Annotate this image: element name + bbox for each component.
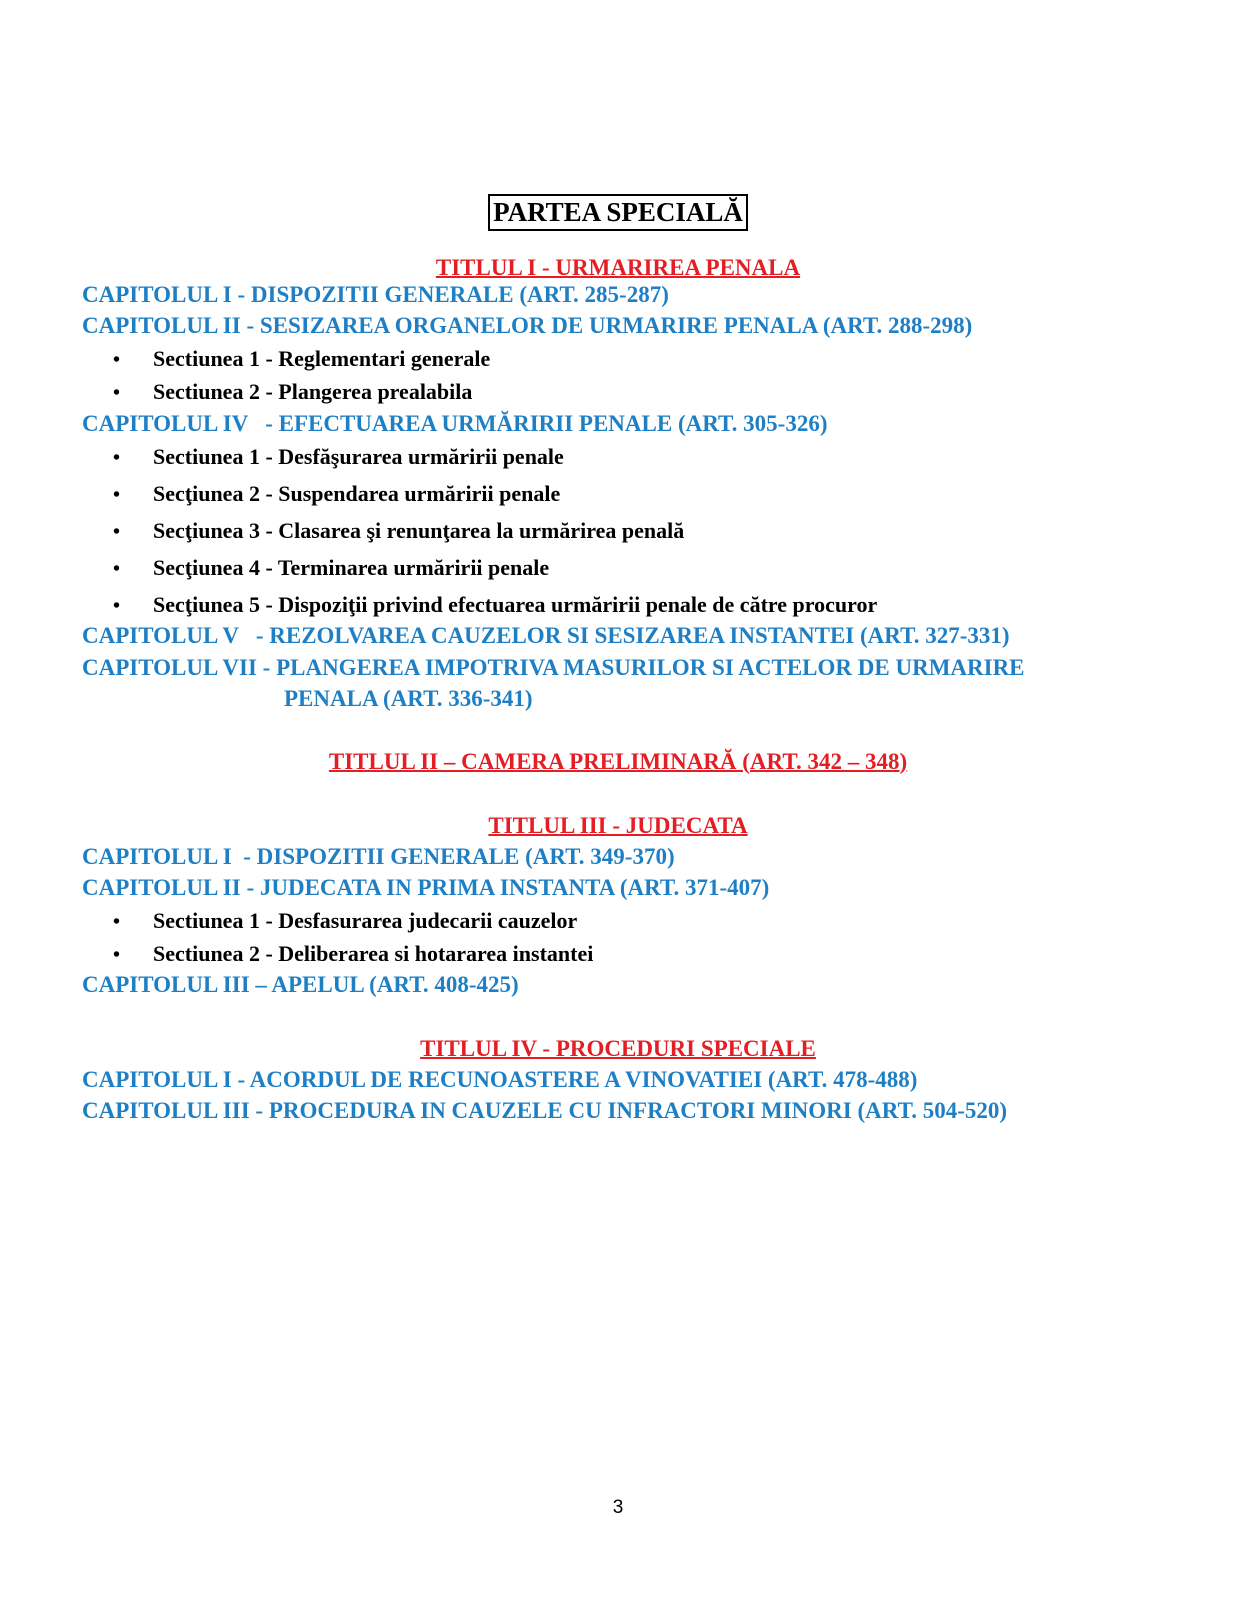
section-label: Sectiunea 1 - Desfasurarea judecarii cauzelor	[153, 908, 578, 933]
page-title: PARTEA SPECIALĂ	[488, 194, 748, 231]
bullet-icon: •	[113, 484, 121, 506]
capitol-2-heading: CAPITOLUL II - SESIZAREA ORGANELOR DE URMARIRE PENALA (ART. 288-298)	[82, 313, 973, 338]
capitol-4-heading: CAPITOLUL IV - EFECTUAREA URMĂRIRII PENALE (ART. 305-326)	[82, 411, 828, 436]
section-label: Secţiunea 5 - Dispoziţii privind efectuarea urmăririi penale de către procuror	[153, 592, 878, 617]
capitol-1-heading: CAPITOLUL I - ACORDUL DE RECUNOASTERE A VINOVATIEI (ART. 478-488)	[82, 1067, 918, 1092]
titlu-4-heading: TITLUL IV - PROCEDURI SPECIALE	[420, 1036, 816, 1061]
capitol-3-heading: CAPITOLUL III – APELUL (ART. 408-425)	[82, 972, 519, 997]
section-label: Sectiunea 1 - Desfăşurarea urmăririi penale	[153, 444, 564, 469]
bullet-icon: •	[113, 349, 121, 371]
section-label: Sectiunea 1 - Reglementari generale	[153, 346, 491, 371]
titlu-1-heading: TITLUL I - URMARIREA PENALA	[435, 255, 801, 280]
bullet-icon: •	[113, 521, 121, 543]
capitol-1-heading: CAPITOLUL I - DISPOZITII GENERALE (ART. 285-287)	[82, 282, 669, 307]
capitol-2-heading: CAPITOLUL II - JUDECATA IN PRIMA INSTANTA (ART. 371-407)	[82, 875, 770, 900]
section-label: Secţiunea 2 - Suspendarea urmăririi penale	[153, 481, 561, 506]
bullet-icon: •	[113, 558, 121, 580]
capitol-5-heading: CAPITOLUL V - REZOLVAREA CAUZELOR SI SESIZAREA INSTANTEI (ART. 327-331)	[82, 623, 1010, 648]
bullet-icon: •	[113, 944, 121, 966]
page-title-container	[0, 194, 1236, 231]
section-label: Secţiunea 3 - Clasarea şi renunţarea la urmărirea penală	[153, 518, 685, 543]
section-item	[113, 940, 593, 969]
page-number: 3	[612, 1497, 624, 1518]
section-item	[113, 443, 564, 472]
capitol-3-heading: CAPITOLUL III - PROCEDURA IN CAUZELE CU INFRACTORI MINORI (ART. 504-520)	[82, 1098, 1008, 1123]
section-label: Sectiunea 2 - Deliberarea si hotararea instantei	[153, 941, 594, 966]
bullet-icon: •	[113, 911, 121, 933]
section-item	[113, 554, 549, 583]
capitol-7-heading-continuation: PENALA (ART. 336-341)	[284, 686, 533, 711]
bullet-icon: •	[113, 595, 121, 617]
section-item	[113, 517, 684, 546]
bullet-icon: •	[113, 447, 121, 469]
section-label: Secţiunea 4 - Terminarea urmăririi penale	[153, 555, 550, 580]
titlu-3-heading: TITLUL III - JUDECATA	[488, 813, 748, 838]
titlu-2-heading: TITLUL II – CAMERA PRELIMINARĂ (ART. 342 – 348)	[328, 749, 908, 774]
section-item	[113, 591, 877, 620]
section-label: Sectiunea 2 - Plangerea prealabila	[153, 379, 473, 404]
section-item	[113, 907, 577, 936]
section-item	[113, 345, 490, 374]
section-item	[113, 480, 560, 509]
bullet-icon: •	[113, 382, 121, 404]
section-item	[113, 378, 472, 407]
capitol-7-heading: CAPITOLUL VII - PLANGEREA IMPOTRIVA MASURILOR SI ACTELOR DE URMARIRE	[82, 655, 1025, 680]
capitol-1-heading: CAPITOLUL I - DISPOZITII GENERALE (ART. 349-370)	[82, 844, 675, 869]
